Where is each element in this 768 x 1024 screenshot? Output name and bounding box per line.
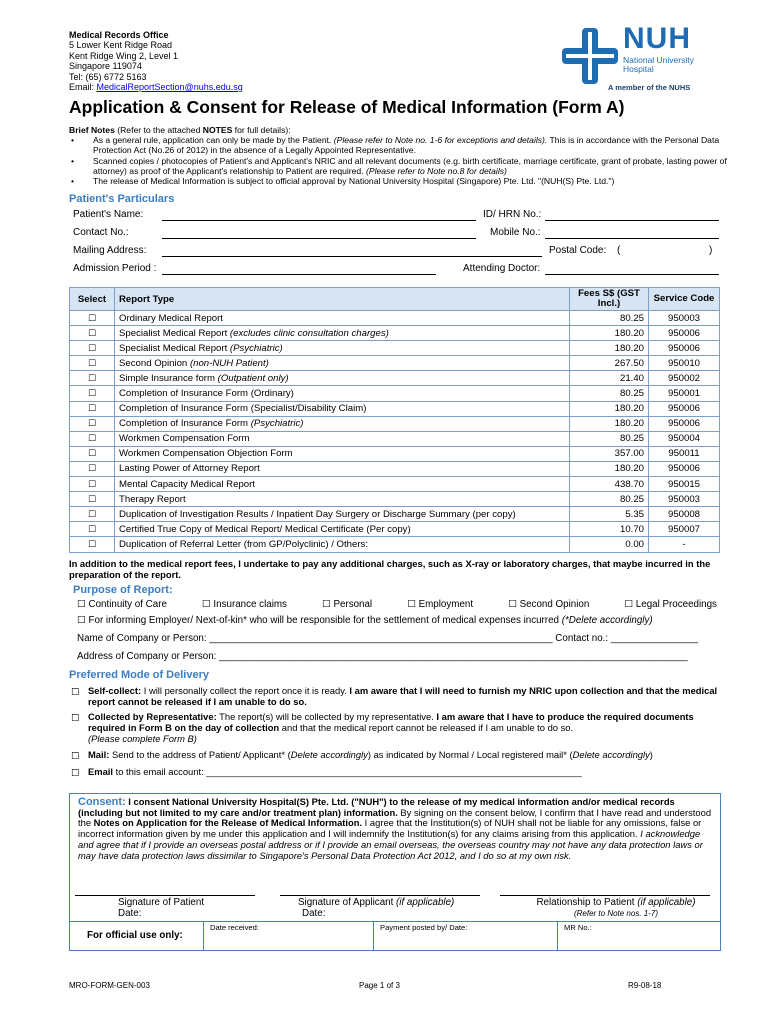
table-row [70,492,720,507]
purpose-legal-checkbox[interactable]: ☐ Legal Proceedings [624,599,717,610]
brief-b3: The release of Medical Information is subject to official approval by National University Hospital (Singapore) Pte. Ltd. "(NUH(S) Pte. Ltd.") [93,176,615,187]
mobile-label: Mobile No.: [490,227,541,238]
official-col-divider-2 [373,921,374,950]
row-fee: 180.20 [570,461,649,476]
row-report-type-text: Duplication of Referral Letter (from GP/Polyclinic) / Others: [119,538,368,550]
row-service-code: 950002 [649,371,720,386]
row-fee: 180.20 [570,416,649,431]
row-service-code: 950008 [649,507,720,522]
purpose-employer-checkbox[interactable]: ☐ For informing Employer/ Next-of-kin* who will be responsible for the settlement of medical expenses incurred [77,615,562,626]
mailing-label: Mailing Address: [73,245,147,256]
row-report-type-text: Therapy Report [119,493,186,505]
office-tel: Tel: (65) 6772 5163 [69,71,147,82]
office-email-label: Email: [69,82,97,93]
row-service-code: 950004 [649,431,720,446]
table-row [70,401,720,416]
self-collect-bold: I am aware that I will need to furnish my NRIC upon collection and that the medical report cannot be released if I am unable to do so. [88,685,718,707]
consent-p3: Notes on Application for the Release of Medical Information. [93,817,363,829]
table-header-row [70,288,720,311]
contact-label: Contact No.: [73,227,129,238]
page-number: Page 1 of 3 [359,981,400,990]
brief-b1c: This is in accordance with the Personal Data Protection Act (No.26 of 2012) in the absence of a Legally Appointed Representative. [93,135,720,156]
office-address [69,30,243,92]
consent-box [69,793,721,951]
report-type-table [69,287,720,553]
table-row [70,507,720,522]
row-report-type [115,326,570,341]
id-hrn-label: ID/ HRN No.: [483,209,542,220]
purpose-heading: Purpose of Report: [73,584,173,596]
mail-desc1: Send to the address of Patient/ Applicant* ( [109,749,291,760]
row-report-type-note: (non-NUH Patient) [189,357,269,369]
brief-b1b: (Please refer to Note no. 1-6 for exceptions and details). [333,135,548,146]
doctor-input[interactable] [545,274,719,275]
table-row [70,371,720,386]
header-report-type: Report Type [115,288,570,311]
brief-item [69,135,729,155]
table-row [70,431,720,446]
purpose-second-opinion-checkbox[interactable]: ☐ Second Opinion [508,599,590,610]
row-service-code: 950006 [649,341,720,356]
self-collect-desc: I will personally collect the report once it is ready. [141,685,350,696]
applicant-signature-line[interactable] [280,895,480,896]
nuh-logo [560,22,720,94]
applicant-date-label: Date: [302,908,326,919]
row-report-type [115,311,570,326]
purpose-employment-checkbox[interactable]: ☐ Employment [407,599,474,610]
admission-input[interactable] [162,274,436,275]
office-name: Medical Records Office [69,30,169,40]
row-select-checkbox[interactable]: ☐ [70,326,115,341]
row-fee: 357.00 [570,446,649,461]
row-select-checkbox[interactable]: ☐ [70,492,115,507]
postal-close: ) [709,245,713,256]
mail-delete-note1: Delete accordingly [290,749,368,760]
patient-signature-line[interactable] [75,895,255,896]
relationship-line[interactable] [500,895,710,896]
table-row [70,446,720,461]
table-row [70,416,720,431]
row-report-type [115,371,570,386]
row-report-type [115,507,570,522]
mobile-input[interactable] [545,238,719,239]
row-report-type [115,386,570,401]
row-service-code: - [649,537,720,552]
row-service-code: 950006 [649,401,720,416]
office-line3: Singapore 119074 [69,61,142,72]
mail-label: Mail: [88,749,110,760]
official-use-label: For official use only: [87,930,183,941]
row-service-code: 950003 [649,492,720,507]
brief-heading-rest2: for full details): [232,125,291,135]
table-row [70,356,720,371]
brief-b2a: Scanned copies / photocopies of Patient's and Applicant's NRIC and all relevant documents (e.g. birth certificate, marriage certificate, grant of probate, lasting power of attorney) as proof of the Applicant's relationship to Patient are required. [93,155,727,176]
representative-checkbox[interactable]: ☐ [71,712,80,723]
row-service-code: 950006 [649,461,720,476]
representative-note: (Please complete Form B) [88,733,197,744]
consent-p4: I agree that the Institution(s) of NUH shall not be liable for any omissions, false or incorrect information given by me under this application and I will indemnify the Institution(s) for any claims arising from this application. [78,817,702,840]
row-service-code: 950006 [649,416,720,431]
table-row [70,341,720,356]
representative-text [88,711,718,744]
office-line2: Kent Ridge Wing 2, Level 1 [69,50,179,61]
consent-label: Consent: [78,796,126,808]
date-received-field: Date received: [210,923,259,932]
applicant-signature-label: Signature of Applicant [298,897,397,908]
contact-input[interactable] [162,238,476,239]
row-report-type [115,461,570,476]
mail-desc2: ) as indicated by Normal / Local registered mail* ( [367,749,573,760]
applicant-signature-note: (if applicable) [396,897,455,908]
row-select-checkbox[interactable]: ☐ [70,356,115,371]
logo-sub2: Hospital [623,64,654,74]
table-row [70,326,720,341]
office-line1: 5 Lower Kent Ridge Road [69,40,173,51]
row-report-type-note: (excludes clinic consultation charges) [229,327,389,339]
office-email-link[interactable]: MedicalReportSection@nuhs.edu.sg [96,82,243,93]
row-report-type-note: (Psychiatric) [229,342,283,354]
brief-heading-label: Brief Notes [69,125,115,135]
official-col-divider-3 [557,921,558,950]
particulars-heading: Patient's Particulars [69,193,175,205]
email-account-line: to this email account: ________________________________________________________________________ [113,766,582,777]
brief-heading [69,125,729,135]
payment-posted-field: Payment posted by/ Date: [380,923,468,932]
row-report-type-text: Lasting Power of Attorney Report [119,463,260,475]
purpose-employer-note: (*Delete accordingly) [561,615,653,626]
page-title: Application & Consent for Release of Medical Information (Form A) [69,97,625,117]
revision-code: R9-08-18 [628,981,662,990]
purpose-options [77,599,717,610]
row-fee: 5.35 [570,507,649,522]
row-fee: 80.25 [570,431,649,446]
postal-open: ( [617,245,621,256]
brief-item [69,156,729,176]
mail-desc3: ) [649,749,653,760]
row-fee: 180.20 [570,326,649,341]
official-divider [70,921,720,922]
row-report-type [115,446,570,461]
row-report-type-text: Completion of Insurance Form (Specialist/Disability Claim) [119,403,367,415]
row-report-type [115,492,570,507]
row-service-code: 950003 [649,311,720,326]
row-select-checkbox[interactable]: ☐ [70,537,115,552]
patient-signature-block [118,897,204,919]
representative-desc2: and that the medical report cannot be released if I am unable to do so. [279,722,574,733]
mail-delete-note2: Delete accordingly [572,749,650,760]
brief-heading-rest1: (Refer to the attached [114,125,203,135]
row-select-checkbox[interactable]: ☐ [70,507,115,522]
row-report-type-note: (Outpatient only) [217,372,289,384]
relationship-label-row [526,897,706,908]
row-select-checkbox[interactable]: ☐ [70,401,115,416]
brief-b1a: As a general rule, application can only be made by the Patient. [93,135,334,146]
row-report-type-text: Specialist Medical Report [119,327,230,339]
row-fee: 10.70 [570,522,649,537]
consent-p2: By signing on the consent below, I confirm that I have read and understood the [78,806,712,829]
brief-list [69,135,729,186]
undertaking-text: In addition to the medical report fees, I undertake to pay any additional charges, such as X-ray or laboratory charges, that maybe incurred in the preparation of the report. [69,558,711,580]
row-report-type [115,401,570,416]
table-row [70,311,720,326]
table-row [70,522,720,537]
purpose-employer-row [77,615,653,626]
row-fee: 180.20 [570,401,649,416]
row-select-checkbox[interactable]: ☐ [70,311,115,326]
table-row [70,386,720,401]
postal-label: Postal Code: [549,245,607,256]
mail-text [88,749,728,760]
office-email-row [69,82,243,92]
row-select-checkbox[interactable]: ☐ [70,431,115,446]
row-report-type-text: Ordinary Medical Report [119,312,223,324]
row-report-type-text: Certified True Copy of Medical Report/ Medical Certificate (Per copy) [119,523,411,535]
row-fee: 267.50 [570,356,649,371]
row-report-type [115,341,570,356]
row-service-code: 950015 [649,477,720,492]
email-checkbox[interactable]: ☐ [71,767,80,778]
table-row [70,477,720,492]
row-report-type [115,477,570,492]
relationship-block [526,897,706,919]
row-report-type [115,356,570,371]
logo-tagline: A member of the NUHS [608,83,691,92]
company-address-field[interactable]: Address of Company or Person: ______________________________________________________________________________________ [77,651,688,662]
brief-heading-notes: NOTES [202,125,233,135]
row-fee: 80.25 [570,386,649,401]
applicant-signature-label-row [298,897,454,908]
row-service-code: 950006 [649,326,720,341]
header-service-code: Service Code [649,288,720,311]
self-collect-checkbox[interactable]: ☐ [71,686,80,697]
row-report-type [115,431,570,446]
header-fees: Fees S$ (GST Incl.) [570,288,649,311]
row-report-type-text: Completion of Insurance Form [119,418,251,430]
row-select-checkbox[interactable]: ☐ [70,386,115,401]
row-report-type [115,522,570,537]
applicant-signature-block [298,897,454,919]
consent-p1: I consent National University Hospital(S) Pte. Ltd. ("NUH") to the release of my medical information and/or medical records (including but not limited to my care and/or treatment plan) information. [78,796,675,818]
row-select-checkbox[interactable]: ☐ [70,477,115,492]
row-report-type-text: Simple Insurance form [119,372,218,384]
delivery-heading: Preferred Mode of Delivery [69,669,209,681]
purpose-continuity-checkbox[interactable]: ☐ Continuity of Care [77,599,167,610]
row-select-checkbox[interactable]: ☐ [70,371,115,386]
representative-label: Collected by Representative: [88,711,217,722]
company-name-field[interactable]: Name of Company or Person: _______________________________________________________________ Contact no.: ________________ [77,633,699,644]
table-row [70,461,720,476]
row-service-code: 950001 [649,386,720,401]
header-select: Select [70,288,115,311]
email-label: Email [88,766,114,777]
logo-subtitle [623,56,694,74]
mail-checkbox[interactable]: ☐ [71,750,80,761]
patient-date-label: Date: [118,908,142,919]
row-select-checkbox[interactable]: ☐ [70,461,115,476]
admission-label: Admission Period : [73,263,157,274]
official-col-divider-1 [203,921,204,950]
brief-notes [69,125,729,186]
row-service-code: 950010 [649,356,720,371]
relationship-label: Relationship to Patient [536,897,638,908]
mr-no-field: MR No.: [564,923,592,932]
row-select-checkbox[interactable]: ☐ [70,416,115,431]
patient-signature-label: Signature of Patient [118,897,205,908]
row-report-type-text: Workmen Compensation Objection Form [119,448,293,460]
row-report-type-text: Second Opinion [119,357,190,369]
brief-item [69,176,729,186]
row-fee: 180.20 [570,341,649,356]
consent-p5: I acknowledge and agree that if I provide an overseas postal address or if I provide an email overseas, the overseas country may not have any data protection laws or may have data protection laws dissimilar to Singapore's Personal Data Protection Act 2012, and I do so at my own risk. [78,828,703,861]
logo-name: NUH [623,22,691,55]
row-fee: 438.70 [570,477,649,492]
row-service-code: 950007 [649,522,720,537]
relationship-note: (if applicable) [637,897,696,908]
row-select-checkbox[interactable]: ☐ [70,522,115,537]
logo-sub1: National University [623,55,694,65]
row-fee: 80.25 [570,311,649,326]
row-report-type-text: Workmen Compensation Form [119,433,250,445]
row-report-type-text: Mental Capacity Medical Report [119,478,255,490]
table-row [70,537,720,552]
doctor-label: Attending Doctor: [463,263,541,274]
row-report-type-text: Duplication of Investigation Results / Inpatient Day Surgery or Discharge Summary (per copy) [119,508,516,520]
representative-desc: The report(s) will be collected by my representative. [216,711,437,722]
row-select-checkbox[interactable]: ☐ [70,341,115,356]
row-report-type [115,416,570,431]
report-table-body [70,311,720,553]
relationship-ref: (Refer to Note nos. 1-7) [573,909,659,918]
patient-name-label: Patient's Name: [73,209,144,220]
row-report-type [115,537,570,552]
purpose-insurance-checkbox[interactable]: ☐ Insurance claims [201,599,287,610]
row-fee: 0.00 [570,537,649,552]
row-select-checkbox[interactable]: ☐ [70,446,115,461]
representative-bold: I am aware that I have to produce the required documents required in Form B on the day of collection [88,711,694,733]
row-report-type-note: (Psychiatric) [250,418,304,430]
row-fee: 80.25 [570,492,649,507]
nuh-cross-icon [560,26,620,86]
consent-text [78,797,712,861]
row-fee: 21.40 [570,371,649,386]
brief-b2b: (Please refer to Note no.8 for details) [365,165,507,176]
email-field[interactable] [88,766,582,777]
row-report-type-text: Specialist Medical Report [119,342,230,354]
row-service-code: 950011 [649,446,720,461]
purpose-personal-checkbox[interactable]: ☐ Personal [321,599,373,610]
id-hrn-input[interactable] [545,220,719,221]
self-collect-label: Self-collect: [88,685,142,696]
row-report-type-text: Completion of Insurance Form (Ordinary) [119,388,294,400]
mailing-input[interactable] [162,256,542,257]
self-collect-text [88,685,718,707]
form-id: MRO-FORM-GEN-003 [69,981,150,990]
patient-name-input[interactable] [162,220,476,221]
